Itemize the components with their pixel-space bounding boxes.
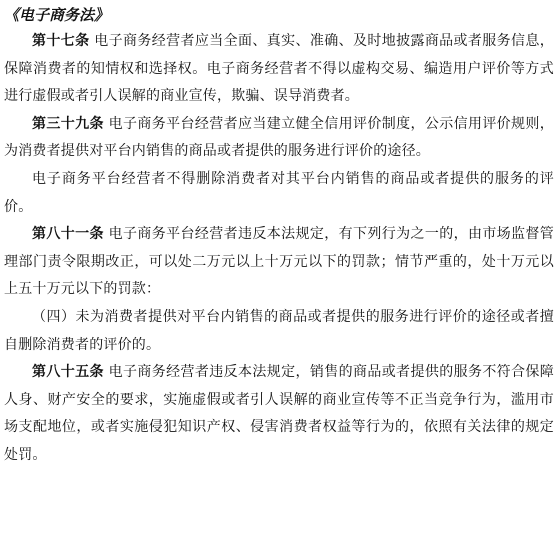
article-17-paragraph — [4, 28, 554, 111]
article-number: 第八十一条 — [32, 226, 104, 243]
article-text: 电子商务平台经营者违反本法规定，有下列行为之一的，由市场监督管理部门责令限期改正，可以处二万元以上十万元以下的罚款；情节严重的，处十万元以上五十万元以下的罚款： — [4, 226, 554, 298]
article-text: （四）未为消费者提供对平台内销售的商品或者提供的服务进行评价的途径或者擅自删除消费者的评价的。 — [4, 308, 554, 353]
article-85-paragraph — [4, 359, 554, 469]
article-81-item-4-paragraph — [4, 304, 554, 359]
article-39-paragraph — [4, 111, 554, 166]
article-number: 第八十五条 — [32, 364, 104, 381]
article-text: 电子商务经营者应当全面、真实、准确、及时地披露商品或者服务信息，保障消费者的知情权和选择权。电子商务经营者不得以虚构交易、编造用户评价等方式进行虚假或者引人误解的商业宣传，欺骗、误导消费者。 — [4, 33, 554, 105]
article-text: 电子商务平台经营者不得删除消费者对其平台内销售的商品或者提供的服务的评价。 — [4, 170, 554, 215]
article-number: 第十七条 — [32, 33, 90, 49]
article-number: 第三十九条 — [32, 115, 104, 132]
article-81-paragraph — [4, 221, 554, 304]
article-text: 电子商务平台经营者应当建立健全信用评价制度，公示信用评价规则，为消费者提供对平台内销售的商品或者提供的服务进行评价的途径。 — [4, 115, 554, 160]
article-39-continuation-paragraph — [4, 166, 554, 221]
article-text: 电子商务经营者违反本法规定，销售的商品或者提供的服务不符合保障人身、财产安全的要求，实施虚假或者引人误解的商业宣传等不正当竞争行为，滥用市场支配地位，或者实施侵犯知识产权、侵害消费者权益等行为的，依照有关法律的规定处罚。 — [4, 364, 554, 463]
document-body — [4, 4, 554, 470]
document-title: 《电子商务法》 — [4, 6, 110, 24]
